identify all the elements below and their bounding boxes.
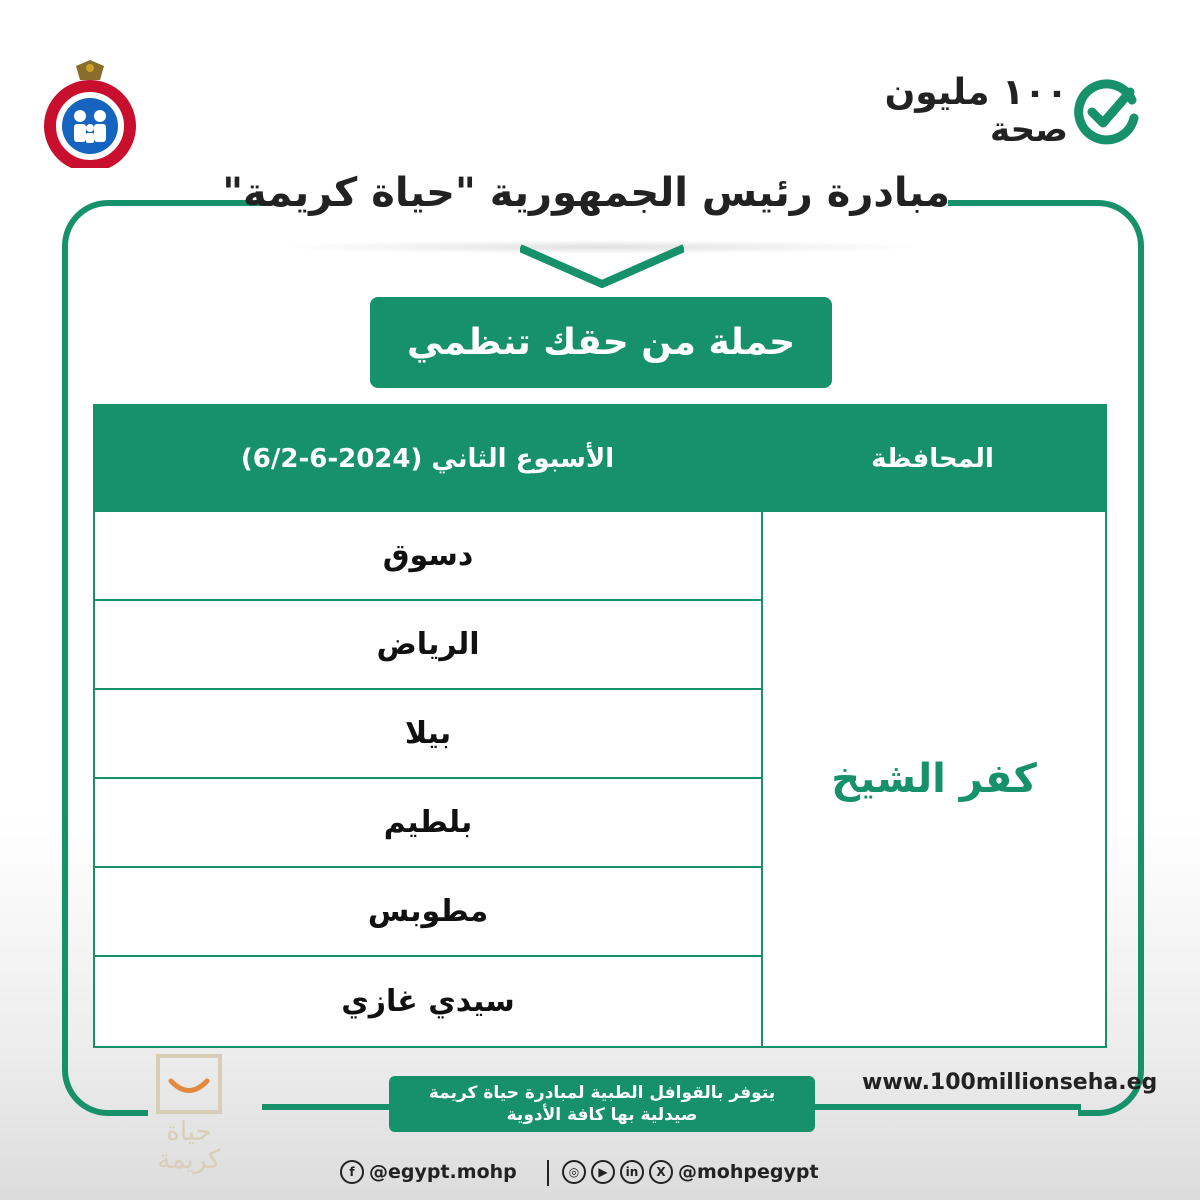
frame-border (1138, 600, 1144, 1060)
table-row: بلطيم (95, 779, 761, 868)
website-link[interactable]: www.100millionseha.eg (862, 1070, 1158, 1095)
campaign-title-box: حملة من حقك تنظمي (370, 297, 832, 388)
instagram-icon[interactable]: ◎ (562, 1160, 586, 1184)
table-row: الرياض (95, 601, 761, 690)
down-arrow-icon (520, 244, 684, 288)
notice-line2: صيدلية بها كافة الأدوية (506, 1105, 698, 1125)
facebook-handle: @egypt.mohp (369, 1161, 517, 1183)
ministry-of-health-logo (36, 58, 144, 168)
column-header-week: الأسبوع الثاني (2024-6-6/2) (240, 444, 615, 474)
table-row: سيدي غازي (341, 984, 515, 1019)
hayah-karima-logo (148, 1052, 230, 1192)
notice-line1: يتوفر بالقوافل الطبية لمبادرة حياة كريمة (428, 1083, 776, 1103)
table-header (95, 406, 1105, 512)
social-bar (330, 1150, 890, 1194)
social-handle: @mohpegypt (678, 1161, 819, 1183)
ministry-emblem-icon (36, 58, 144, 168)
frame-border (815, 1104, 1081, 1110)
notice-box (389, 1076, 815, 1132)
frame-border (62, 600, 68, 1050)
facebook-icon: f (340, 1160, 364, 1184)
hayah-logo-text: حياة كريمة (157, 1117, 221, 1175)
table-row: دسوق (95, 512, 761, 601)
brand-line1: ١٠٠ مليون (884, 72, 1068, 113)
divider (547, 1160, 549, 1186)
youtube-icon[interactable]: ▶ (591, 1160, 615, 1184)
schedule-table (93, 404, 1107, 1048)
page-title: مبادرة رئيس الجمهورية "حياة كريمة" (222, 170, 950, 216)
table-row: بيلا (95, 690, 761, 779)
governorate-cell: كفر الشيخ (761, 512, 1105, 1046)
table-row: مطوبس (95, 868, 761, 957)
smile-icon (168, 1078, 210, 1096)
column-header-governorate: المحافظة (871, 444, 994, 474)
linkedin-icon[interactable]: in (620, 1160, 644, 1184)
social-links[interactable] (562, 1160, 819, 1184)
frame-border (62, 1040, 148, 1116)
frame-border (262, 1104, 390, 1110)
x-icon[interactable]: X (649, 1160, 673, 1184)
facebook-link[interactable] (340, 1160, 517, 1184)
village-list (95, 512, 761, 1046)
checkmark-circle-icon (1072, 78, 1140, 146)
100-million-seha-brand (884, 72, 1140, 150)
brand-line2: صحة (990, 110, 1068, 150)
